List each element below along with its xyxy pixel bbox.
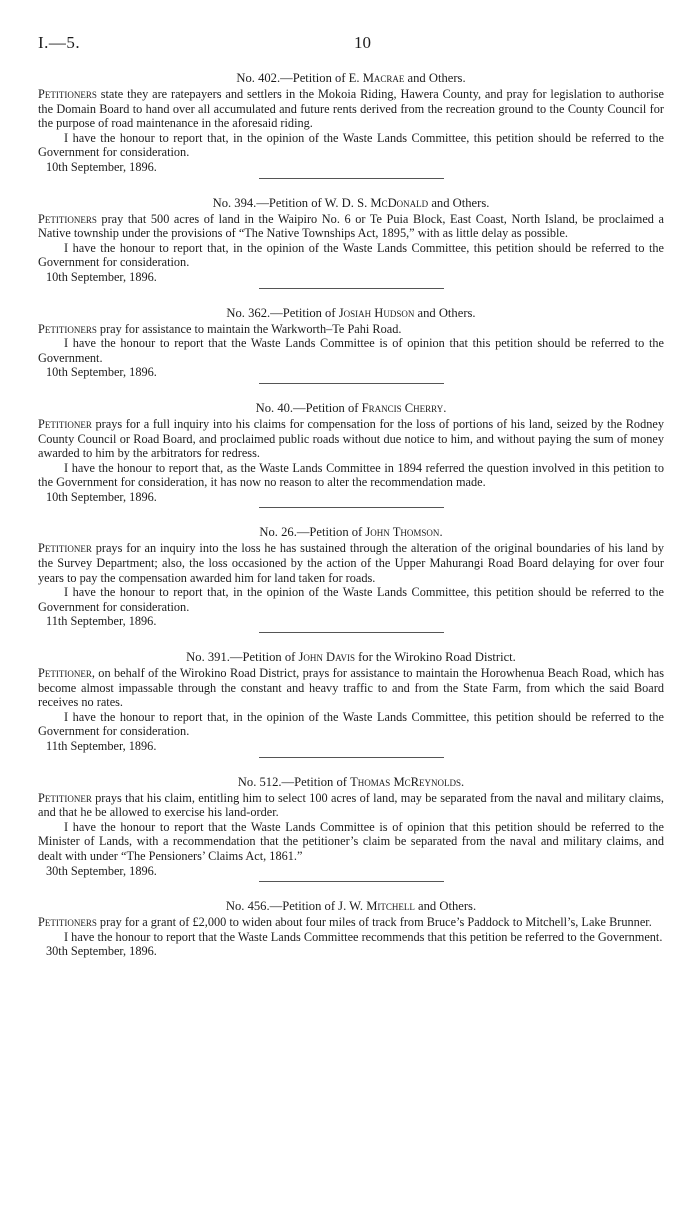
report-date: 30th September, 1896.	[46, 944, 157, 959]
paper-reference: I.—5.	[38, 33, 81, 52]
petition-394	[38, 195, 664, 289]
page-number: 10	[354, 33, 371, 52]
petition-prayer: Petitioners pray for a grant of £2,000 to widen about four miles of track from Bruce’s Paddock to Mitchell’s, Lake Brunner.	[38, 915, 652, 930]
section-divider	[259, 288, 444, 289]
section-divider	[259, 632, 444, 633]
committee-report: I have the honour to report that, in the opinion of the Waste Lands Committee, this petition should be referred to the Government for consideration.	[38, 585, 664, 614]
petition-391	[38, 649, 664, 758]
petition-prayer: Petitioners state they are ratepayers and settlers in the Mokoia Riding, Hawera County, and pray for legislation to authorise the Domain Board to hand over all accumulated and future rents derived from the recreation ground to the County Council for the purpose of road maintenance in the aforesaid riding.	[38, 87, 664, 131]
report-date: 11th September, 1896.	[46, 614, 157, 629]
petition-prayer: Petitioner prays for a full inquiry into his claims for compensation for the loss of portions of his land, seized by the Rodney County Council or Road Board, and proclaimed public roads without due notice to him, and without paying the sum of money awarded to him by the arbitrators for redress.	[38, 416, 664, 461]
petition-456	[38, 898, 664, 959]
petition-512	[38, 774, 664, 883]
petition-title: No. 391.—Petition of John Davis for the Wirokino Road District.	[186, 650, 516, 665]
section-divider	[259, 757, 444, 758]
report-date: 30th September, 1896.	[46, 863, 157, 878]
petition-title: No. 456.—Petition of J. W. Mitchell and Others.	[225, 899, 477, 914]
section-divider	[259, 507, 444, 508]
petition-40	[38, 400, 664, 509]
committee-report: I have the honour to report that, as the Waste Lands Committee in 1894 referred the question involved in this petition to the Government for consideration, it has now no reason to alter the recommendation made.	[38, 460, 664, 490]
petition-prayer: Petitioners pray for assistance to maintain the Warkworth–Te Pahi Road.	[38, 321, 402, 336]
petition-prayer: Petitioners pray that 500 acres of land in the Waipiro No. 6 or Te Puia Block, East Coast, North Island, be proclaimed a Native township under the provisions of “The Native Townships Act, 1895,” with as little delay as possible.	[38, 211, 664, 241]
report-date: 10th September, 1896.	[46, 269, 157, 284]
petition-prayer: Petitioner prays that his claim, entitling him to select 100 acres of land, may be separated from the naval and military claims, and that he be allowed to exercise his land-order.	[38, 790, 664, 820]
petition-prayer: Petitioner prays for an inquiry into the loss he has sustained through the alteration of the original boundaries of his land by the Survey Department; also, the loss occasioned by the action of the Upper Mahurangi Road Board delaying for over four years to pay the compensation awarded him for land taken for roads.	[38, 541, 664, 585]
petitions-list	[38, 70, 664, 959]
section-divider	[259, 383, 444, 384]
report-date: 10th September, 1896.	[46, 159, 157, 174]
petition-title: No. 512.—Petition of Thomas McReynolds.	[237, 774, 465, 789]
petition-title: No. 26.—Petition of John Thomson.	[259, 525, 443, 540]
section-divider	[259, 881, 444, 882]
committee-report: I have the honour to report that, in the opinion of the Waste Lands Committee, this petition should be referred to the Government for consideration.	[38, 240, 664, 270]
petition-title: No. 362.—Petition of Josiah Hudson and Others.	[226, 305, 476, 320]
petition-title: No. 394.—Petition of W. D. S. McDonald and Others.	[212, 195, 490, 210]
petition-362	[38, 305, 664, 384]
section-divider	[259, 178, 444, 179]
petition-26	[38, 524, 664, 633]
committee-report: I have the honour to report that the Waste Lands Committee recommends that this petition be referred to the Government.	[64, 929, 663, 944]
report-date: 11th September, 1896.	[46, 739, 157, 753]
petition-prayer: Petitioner, on behalf of the Wirokino Road District, prays for assistance to maintain the Horowhenua Beach Road, which has become almost impassable through the constant and heavy traffic to and from the State Farm, from which the said Board receives no rates.	[38, 666, 664, 710]
page-header	[38, 33, 664, 53]
committee-report: I have the honour to report that, in the opinion of the Waste Lands Committee, this petition should be referred to the Government for consideration.	[38, 130, 664, 160]
committee-report: I have the honour to report that the Waste Lands Committee is of opinion that this petition should be referred to the Government.	[38, 336, 664, 365]
petition-title: No. 402.—Petition of E. Macrae and Others.	[236, 71, 466, 85]
committee-report: I have the honour to report that, in the opinion of the Waste Lands Committee, this petition should be referred to the Government for consideration.	[38, 709, 664, 739]
report-date: 10th September, 1896.	[46, 489, 157, 504]
petition-title: No. 40.—Petition of Francis Cherry.	[255, 400, 447, 415]
petition-402	[38, 70, 664, 179]
committee-report: I have the honour to report that the Waste Lands Committee is of opinion that this petition should be referred to the Minister of Lands, with a recommendation that the petitioner’s claim be separated from the naval and military claims, and dealt with under “The Pensioners’ Claims Act, 1861.”	[38, 819, 664, 863]
report-date: 10th September, 1896.	[46, 365, 157, 380]
